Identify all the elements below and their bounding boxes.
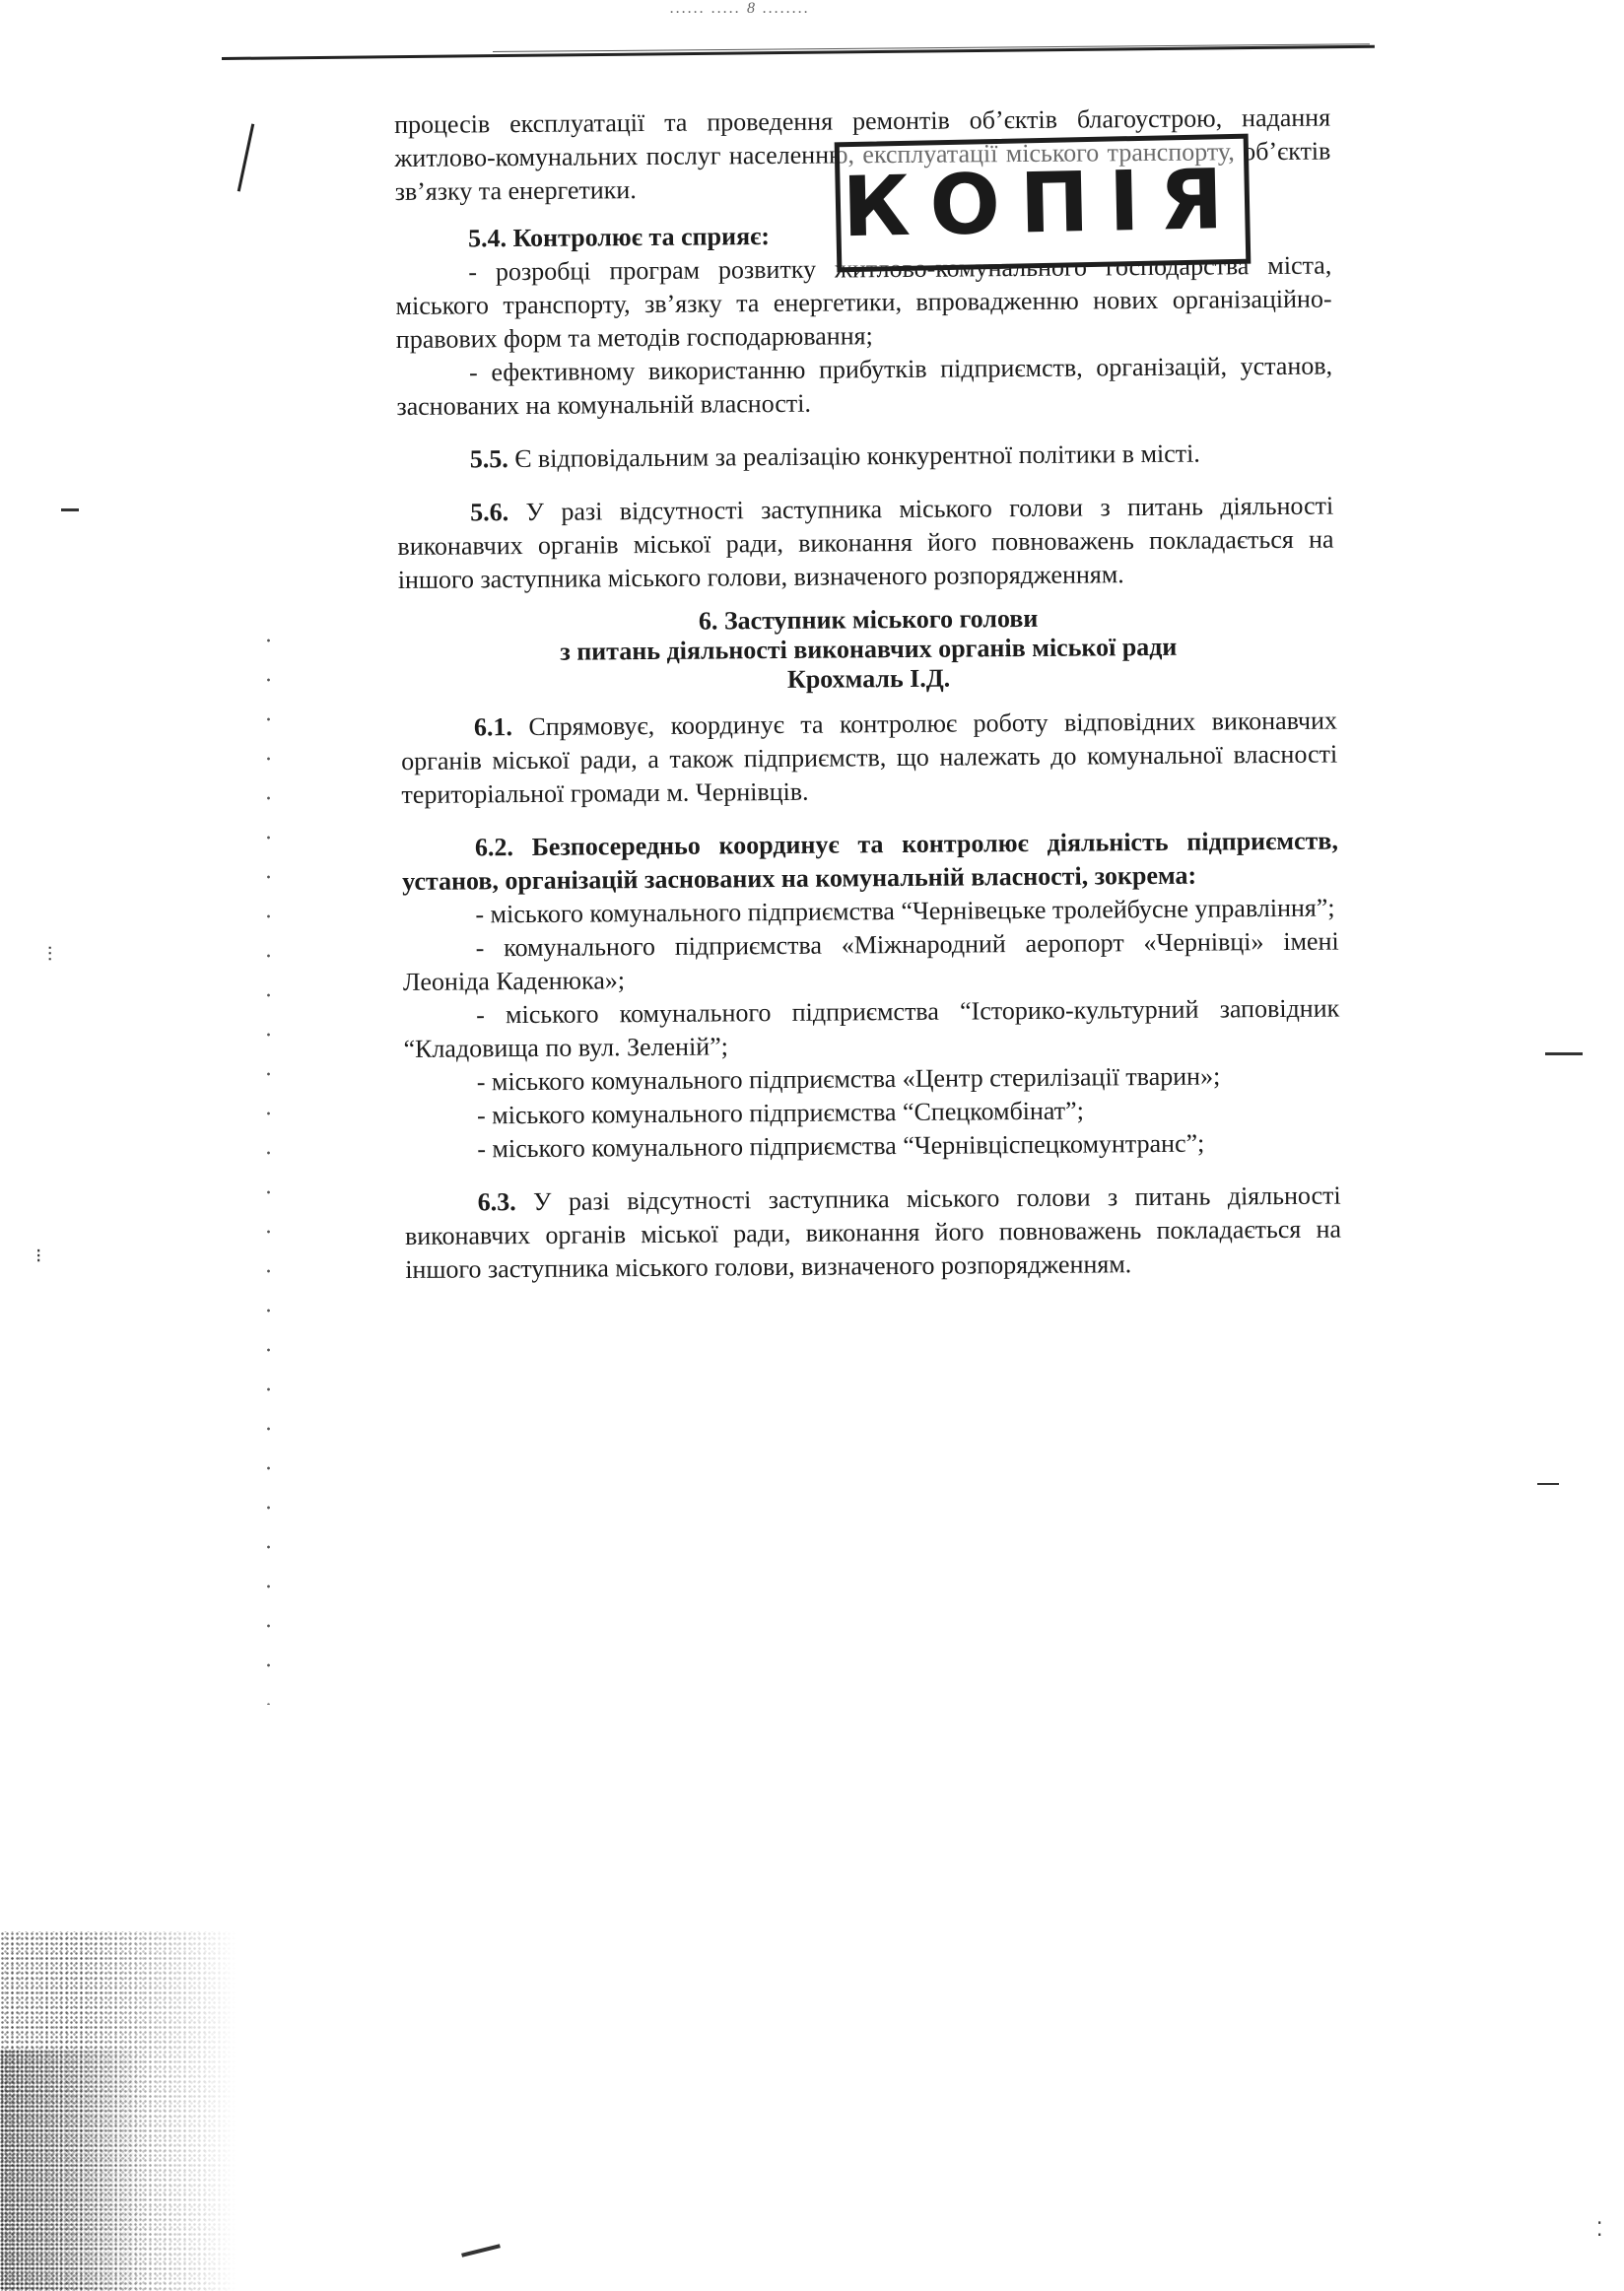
scan-noise-corner-dense	[0, 2050, 148, 2291]
section-6-3	[405, 1179, 1342, 1287]
section-5-4-heading: 5.4. Контролює та сприяє:	[467, 222, 771, 253]
scan-pen-stroke	[461, 2244, 501, 2257]
margin-pen-mark	[237, 123, 254, 191]
scan-edge-glyph: ⫶	[47, 944, 52, 966]
section-6-2-item-2: - комунального підприємства «Міжнародний аеропорт «Чернівці» імені Леоніда Каденюка»;	[402, 926, 1339, 996]
header-handwritten-mark: ...... ..... 8 ........	[670, 0, 810, 17]
scan-edge-glyph: ⁚	[1596, 2219, 1603, 2241]
scan-edge-dash	[61, 508, 79, 511]
section-6-2-intro: 6.2. Безпосередньо координує та контролює діяльність підприємств, установ, організацій заснованих на комунальній власності, зокрема:	[402, 826, 1338, 896]
section-5-4-item-2: - ефективному використанню прибутків підприємств, організацій, установ, заснованих на комунальній власності.	[396, 351, 1333, 421]
section-5-6	[397, 490, 1334, 597]
scan-edge-glyph: ⁝	[35, 1246, 42, 1267]
section-6-3-text: У разі відсутності заступника міського голови з питань діяльності виконавчих органів міської ради, виконання його повноважень покладається на іншого заступника міського голови, визначеного розпорядженням.	[404, 1180, 1342, 1284]
section-5-5-number: 5.5.	[469, 444, 508, 474]
section-5-4-item-1: - розробці програм розвитку житлово-комунального господарства міста, міського транспорту, зв’язку та енергетики, впровадженню нових організаційно-правових форм та методів господарювання;	[395, 250, 1332, 354]
section-6-2-item-5: - міського комунального підприємства “Спецкомбінат”;	[476, 1096, 1084, 1130]
section-5-6-text: У разі відсутності заступника міського голови з питань діяльності виконавчих органів міської ради, виконання його повноважень покладається на іншого заступника міського голови, визначеного розпорядженням.	[397, 491, 1334, 594]
section-6-block	[400, 602, 1341, 1287]
section-6-3-number: 6.3.	[477, 1187, 516, 1217]
section-5-5-text: Є відповідальним за реалізацію конкурентної політики в місті.	[508, 438, 1200, 474]
section-6-1-number: 6.1.	[473, 712, 513, 742]
scan-dotted-line	[267, 621, 270, 1705]
section-6-2-item-1: - міського комунального підприємства “Чернівецьке тролейбусне управління”;	[475, 893, 1335, 929]
section-6-heading-line-3: Крохмаль І.Д.	[786, 663, 951, 694]
section-5-continuation: процесів експлуатації та проведення ремонтів об’єктів благоустрою, надання житлово-комунальних послуг населенню, експлуатації міського транспорту, об’єктів зв’язку та енергетики.	[394, 102, 1331, 206]
copy-stamp-text: КОПІЯ	[841, 150, 1245, 256]
section-6-2-item-6: - міського комунального підприємства “Чернівціспецкомунтранс”;	[477, 1128, 1205, 1164]
section-6-heading-line-1: 6. Заступник міського голови	[698, 603, 1039, 636]
section-6-heading-line-2: з питань діяльності виконавчих органів міської ради	[560, 632, 1178, 666]
scan-edge-dash	[1545, 1052, 1583, 1055]
section-6-2-item-3: - міського комунального підприємства “Історико-культурний заповідник “Кладовища по вул. Зеленій”;	[403, 993, 1340, 1063]
scan-edge-dash	[1537, 1483, 1559, 1485]
copy-stamp	[835, 134, 1252, 273]
section-6-1	[401, 705, 1338, 812]
section-6-1-text: Спрямовує, координує та контролює роботу відповідних виконавчих органів міської ради, а також підприємств, що належать до комунальної власності територіальної громади м. Чернівців.	[401, 706, 1338, 809]
header-rule	[222, 45, 1375, 60]
section-6-2-item-4: - міського комунального підприємства «Центр стерилізації тварин»;	[476, 1061, 1221, 1097]
section-5-6-number: 5.6.	[470, 498, 509, 527]
